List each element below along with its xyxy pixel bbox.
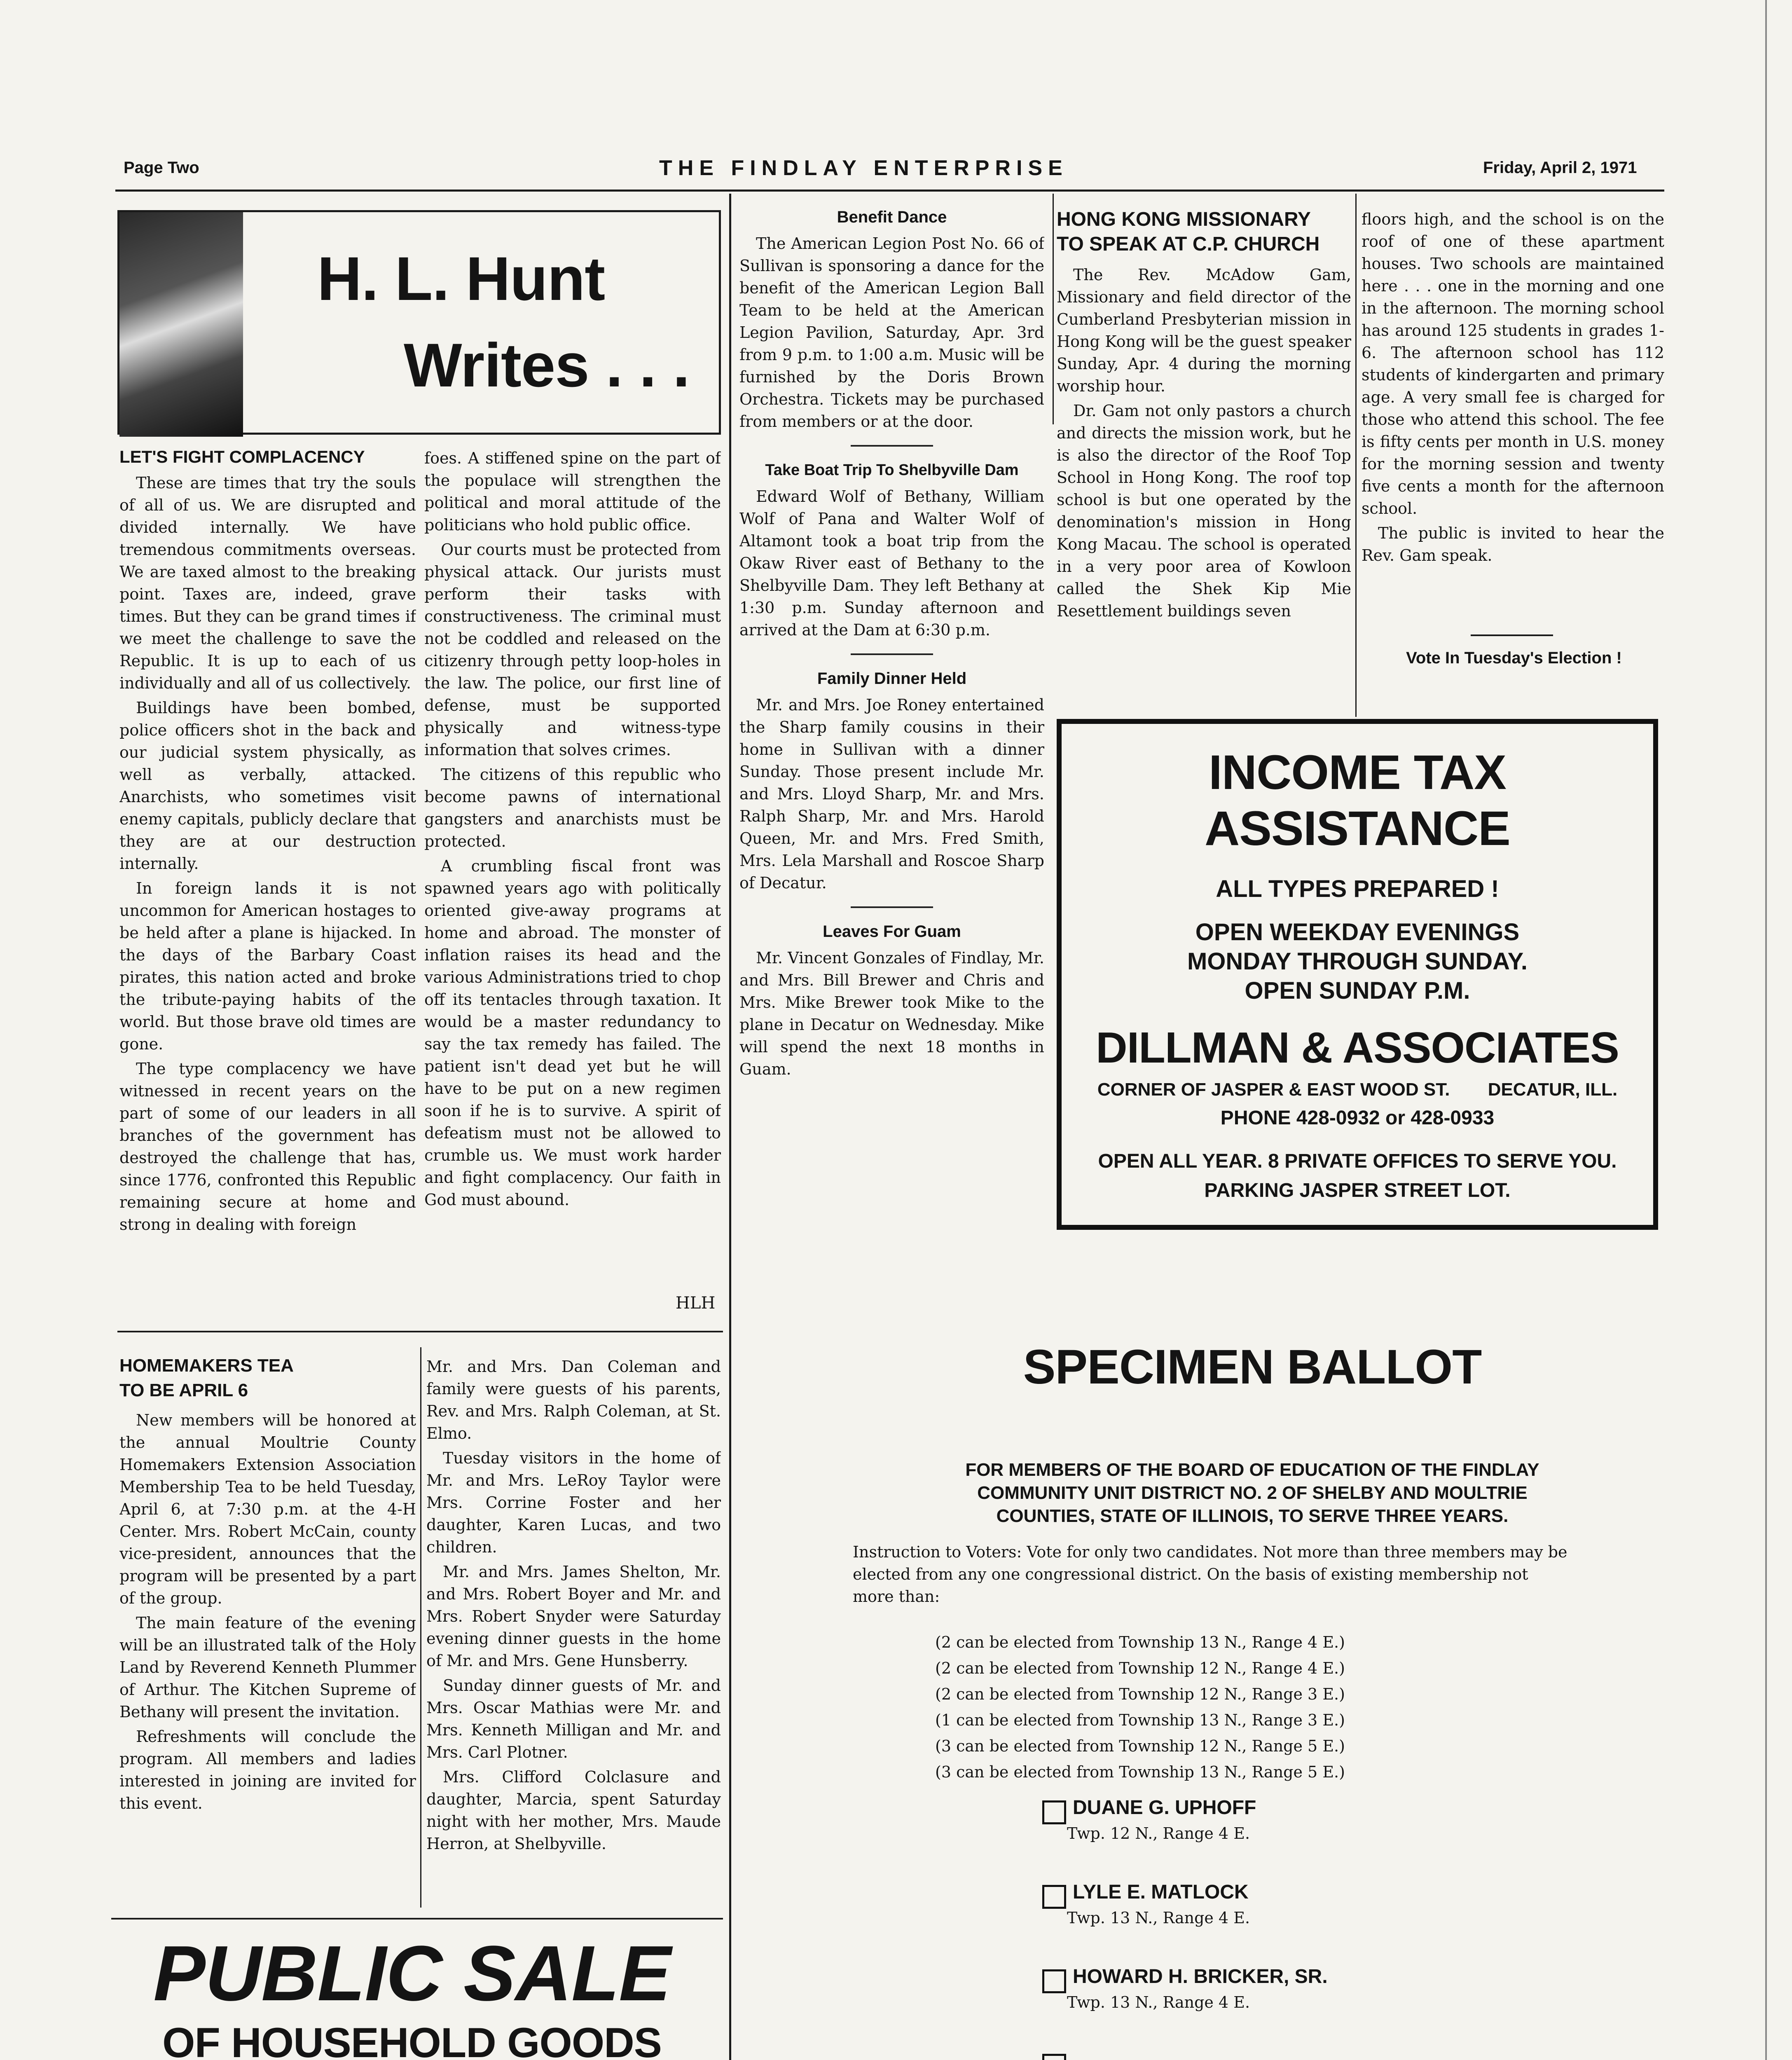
- candidate-name: DUANE G. UPHOFF: [1073, 1797, 1256, 1819]
- ballot-limit: (2 can be elected from Township 13 N., Range 4 E.): [935, 1633, 1345, 1651]
- homemakers-paragraph: New members will be honored at the annual Moultrie County Homemakers Extension Association Membership Tea to be held Tuesday, April 6, at 7:30 p.m. at the 4-H Center. Mrs. Robert McCain, county vice-president, announces that the program will be presented by a part of the group.: [119, 1411, 416, 1607]
- hunt-paragraph: Buildings have been bombed, police officers shot in the back and our judicial system physically, as well as verbally, attacked. Anarchists, who sometimes visit enemy capitals, publicly declare that they are at our destruction internally.: [119, 699, 416, 873]
- ballot-limit: (2 can be elected from Township 12 N., Range 4 E.): [935, 1659, 1345, 1677]
- hunt-paragraph: foes. A stiffened spine on the part of the populace will strengthen the political and moral attitude of the politicians who hold public office.: [424, 449, 721, 534]
- public-sale-title: PUBLIC SALE: [153, 1930, 671, 2017]
- column-rule-1: [729, 194, 731, 2060]
- income-tax-year: OPEN ALL YEAR. 8 PRIVATE OFFICES TO SERVE YOU.: [1098, 1150, 1617, 1172]
- paper-name: THE FINDLAY ENTERPRISE: [659, 156, 1068, 180]
- income-tax-city: DECATUR, ILL.: [1488, 1079, 1618, 1100]
- divider: [851, 906, 933, 908]
- ballot-heading: [742, 1458, 1763, 1528]
- leaves-guam-title: Leaves For Guam: [823, 922, 961, 941]
- ballot-checkbox[interactable]: [1042, 1800, 1066, 1824]
- hunt-paragraph: These are times that try the souls of all of us. We are disrupted and divided internally. We have tremendous commitments overseas. We are taxed almost to the breaking point. Taxes are, indeed, grave times. But they can be grand times if we meet the challenge to save the Republic. It is up to each of us individually and all of us collectively.: [119, 474, 416, 692]
- income-tax-line: OPEN WEEKDAY EVENINGS: [1195, 919, 1520, 946]
- candidate-name: LYLE E. MATLOCK: [1073, 1881, 1249, 1903]
- homemakers-column-rule: [420, 1347, 421, 1908]
- income-tax-address-row: [1062, 1079, 1653, 1100]
- social-note: Mr. and Mrs. Dan Coleman and family were guests of his parents, Rev. and Mrs. Ralph Coleman, at St. Elmo.: [426, 1358, 721, 1442]
- income-tax-ad: [1057, 719, 1658, 1230]
- ballot-limit: (3 can be elected from Township 13 N., Range 5 E.): [935, 1763, 1345, 1781]
- vote-reminder: Vote In Tuesday's Election !: [1406, 649, 1622, 667]
- homemakers-paragraph: Refreshments will conclude the program. All members and ladies interested in joining are invited for this event.: [119, 1728, 416, 1812]
- hong-kong-title-1: HONG KONG MISSIONARY: [1057, 208, 1311, 230]
- ballot-candidate[interactable]: [1042, 1881, 1250, 1927]
- ballot-limits: [935, 1629, 1512, 1785]
- homemakers-title-2: TO BE APRIL 6: [119, 1380, 248, 1400]
- ballot-candidate[interactable]: [1042, 1796, 1256, 1842]
- homemakers-bottom-rule: [111, 1918, 723, 1920]
- income-tax-parking: PARKING JASPER STREET LOT.: [1204, 1180, 1511, 1201]
- hunt-paragraph: In foreign lands it is not uncommon for American hostages to be held after a plane is hijacked. In the days of the Barbary Coast pirates, this nation acted and broke the tribute-paying habits of the world. But those brave old times are gone.: [119, 879, 416, 1053]
- ballot-candidate[interactable]: [1042, 1965, 1328, 2011]
- homemakers-paragraph: The main feature of the evening will be an illustrated talk of the Holy Land by Reverend Kenneth Plummer of Arthur. The Kitchen Supreme of Bethany will present the invitation.: [119, 1614, 416, 1721]
- hong-kong-paragraph: The public is invited to hear the Rev. Gam speak.: [1362, 524, 1664, 564]
- hunt-paragraph: Our courts must be protected from physical attack. Our jurists must perform their tasks with constructiveness. The criminal must not be coddled and released on the citizenry through petty loop-holes in the law. The police, our first line of defense, must be supported physically and witness-type information that solves crimes.: [424, 541, 721, 759]
- income-tax-firm: DILLMAN & ASSOCIATES: [1096, 1023, 1619, 1072]
- hong-kong-paragraph: floors high, and the school is on the roof of one of these apartment houses. Two schools are maintained here . . . one in the morning and one in the afternoon. The morning school has around 125 students in grades 1-6. The afternoon school has 112 students of kindergarten and primary age. A very small fee is charged for those who attend this school. The fee is fifty cents per month in U.S. money for the morning session and twenty five cents a month for the afternoon school.: [1362, 210, 1664, 517]
- hunt-paragraph: The type complacency we have witnessed in recent years on the part of some of our leaders in all branches of the government has destroyed the challenge that has, since 1776, confronted this Republic remaining secure at home and strong in dealing with foreign: [119, 1060, 416, 1234]
- social-note: Sunday dinner guests of Mr. and Mrs. Oscar Mathias were Mr. and Mrs. Kenneth Milligan and Mr. and Mrs. Carl Plotner.: [426, 1676, 721, 1761]
- candidate-name: HOWARD H. BRICKER, SR.: [1073, 1966, 1328, 1987]
- candidate-township: Twp. 13 N., Range 4 E.: [1067, 1908, 1250, 1927]
- column-rule-3: [1355, 194, 1357, 717]
- income-tax-line: OPEN SUNDAY P.M.: [1245, 977, 1470, 1004]
- benefit-dance-body: The American Legion Post No. 66 of Sullivan is sponsoring a dance for the benefit of the American Legion Ball Team to be held at the American Legion Pavilion, Saturday, Apr. 3rd from 9 p.m. to 1:00 a.m. Music will be furnished by the Doris Brown Orchestra. Tickets may be purchased from members or at the door.: [739, 234, 1044, 431]
- page-number: Page Two: [124, 159, 199, 177]
- ballot-heading-2: COMMUNITY UNIT DISTRICT NO. 2 OF SHELBY AND MOULTRIE: [977, 1483, 1528, 1503]
- hunt-signature: HLH: [676, 1294, 716, 1313]
- ballot-checkbox[interactable]: [1042, 1969, 1066, 1993]
- social-notes-column: [426, 1355, 721, 1908]
- boat-trip-title: Take Boat Trip To Shelbyville Dam: [765, 461, 1019, 479]
- hong-kong-paragraph: The Rev. McAdow Gam, Missionary and field director of the Cumberland Presbyterian mission in Hong Kong will be the guest speaker Sunday, Apr. 4 during the morning worship hour.: [1057, 266, 1351, 395]
- boat-trip-body: Edward Wolf of Bethany, William Wolf of Pana and Walter Wolf of Altamont took a boat trip from the Okaw River east of Bethany to the Shelbyville Dam. They left Bethany at 1:30 p.m. Sunday afternoon and arrived at the Dam at 6:30 p.m.: [739, 487, 1044, 639]
- hunt-title-1: H. L. Hunt: [317, 244, 605, 313]
- homemakers-column-1: [119, 1409, 416, 1870]
- ballot-heading-3: COUNTIES, STATE OF ILLINOIS, TO SERVE THREE YEARS.: [996, 1506, 1509, 1526]
- ballot-limit: (2 can be elected from Township 12 N., Range 3 E.): [935, 1685, 1345, 1703]
- hunt-portrait: [119, 212, 243, 437]
- family-dinner-body: Mr. and Mrs. Joe Roney entertained the Sharp family cousins in their home in Sullivan with a dinner Sunday. Those present include Mr. and Mrs. Lloyd Sharp, Mr. and Mrs. Ralph Sharp, Mr. and Mrs. Harold Queen, Mr. and Mrs. Fred Smith, Mrs. Lela Marshall and Roscoe Sharp of Decatur.: [739, 696, 1044, 892]
- income-tax-address: CORNER OF JASPER & EAST WOOD ST.: [1097, 1079, 1450, 1100]
- homemakers-title-1: HOMEMAKERS TEA: [119, 1355, 294, 1376]
- income-tax-title: INCOME TAX ASSISTANCE: [1205, 745, 1510, 856]
- hong-kong-column-2: [1362, 208, 1664, 616]
- ballot-checkbox[interactable]: [1042, 2054, 1066, 2060]
- social-note: Mrs. Clifford Colclasure and daughter, Marcia, spent Saturday night with her mother, Mrs. Maude Herron, at Shelbyville.: [426, 1768, 721, 1853]
- divider: [851, 445, 933, 447]
- hunt-bottom-rule: [117, 1331, 723, 1332]
- divider: [1471, 634, 1553, 636]
- divider: [851, 653, 933, 655]
- income-tax-phone: PHONE 428-0932 or 428-0933: [1220, 1107, 1495, 1129]
- candidate-township: Twp. 13 N., Range 4 E.: [1067, 1993, 1250, 2011]
- ballot-limit: (1 can be elected from Township 13 N., Range 3 E.): [935, 1711, 1345, 1729]
- hong-kong-title-2: TO SPEAK AT C.P. CHURCH: [1057, 233, 1320, 255]
- column-rule-2: [1053, 194, 1054, 424]
- hunt-column-2: [424, 447, 721, 1316]
- hong-kong-paragraph: Dr. Gam not only pastors a church and directs the mission work, but he is also the director of the Roof Top School in Hong Kong. The roof top school is but one operated by the denomination's mission in Hong Kong Macau. The school is operated in a very poor area of Kowloon called the Shek Kip Mie Resettlement buildings seven: [1057, 402, 1351, 620]
- ballot-heading-1: FOR MEMBERS OF THE BOARD OF EDUCATION OF THE FINDLAY: [965, 1460, 1539, 1480]
- candidate-township: Twp. 12 N., Range 4 E.: [1067, 1824, 1250, 1842]
- leaves-guam-body: Mr. Vincent Gonzales of Findlay, Mr. and Mrs. Bill Brewer and Chris and Mrs. Mike Brewer took Mike to the plane in Decatur on Wednesday. Mike will spend the next 18 months in Guam.: [739, 949, 1044, 1078]
- issue-date: Friday, April 2, 1971: [1483, 159, 1637, 177]
- masthead-rule: [115, 190, 1664, 192]
- ballot-limit: (3 can be elected from Township 12 N., Range 5 E.): [935, 1737, 1345, 1755]
- ballot-write-in[interactable]: [1042, 2054, 1353, 2060]
- page-edge-rule: [1765, 0, 1767, 2060]
- family-dinner-title: Family Dinner Held: [817, 670, 967, 688]
- social-note: Tuesday visitors in the home of Mr. and Mrs. LeRoy Taylor were Mrs. Corrine Foster and her daughter, Karen Lucas, and two children.: [426, 1449, 721, 1556]
- ballot-title: SPECIMEN BALLOT: [1023, 1340, 1482, 1394]
- social-note: Mr. and Mrs. James Shelton, Mr. and Mrs. Robert Boyer and Mr. and Mrs. Robert Snyder were Saturday evening dinner guests in the home of Mr. and Mrs. Gene Hunsberry.: [426, 1563, 721, 1670]
- public-sale-subtitle: OF HOUSEHOLD GOODS: [162, 2019, 662, 2060]
- benefit-dance-title: Benefit Dance: [837, 208, 947, 226]
- income-tax-line: MONDAY THROUGH SUNDAY.: [1187, 948, 1528, 975]
- hunt-title-2: Writes . . .: [404, 330, 690, 400]
- middle-news-column: [739, 206, 1044, 1261]
- public-sale-ad: [99, 1932, 725, 2060]
- ballot-instructions: Instruction to Voters: Vote for only two candidates. Not more than three members may be elected from any one congressional district. On the basis of existing membership not more than:: [853, 1543, 1567, 1606]
- hunt-headline: LET'S FIGHT COMPLACENCY: [119, 447, 365, 466]
- hunt-paragraph: The citizens of this republic who become pawns of international gangsters and anarchists must be protected.: [424, 765, 721, 850]
- income-tax-line: ALL TYPES PREPARED !: [1216, 876, 1499, 902]
- ballot-checkbox[interactable]: [1042, 1885, 1066, 1909]
- hunt-paragraph: A crumbling fiscal front was spawned years ago with politically oriented give-away programs at home and abroad. The monster of inflation raises its head and the various Administrations tried to chop off its tentacles through taxation. It would be a master redundancy to say the tax remedy has failed. The patient isn't dead yet but he will have to be put on a new regimen soon if he is to survive. A spirit of defeatism must not be allowed to crumble us. We must work harder and fight complacency. Our faith in God must abound.: [424, 857, 721, 1209]
- hunt-column-1: [119, 472, 416, 1316]
- hong-kong-column-1: [1057, 264, 1351, 676]
